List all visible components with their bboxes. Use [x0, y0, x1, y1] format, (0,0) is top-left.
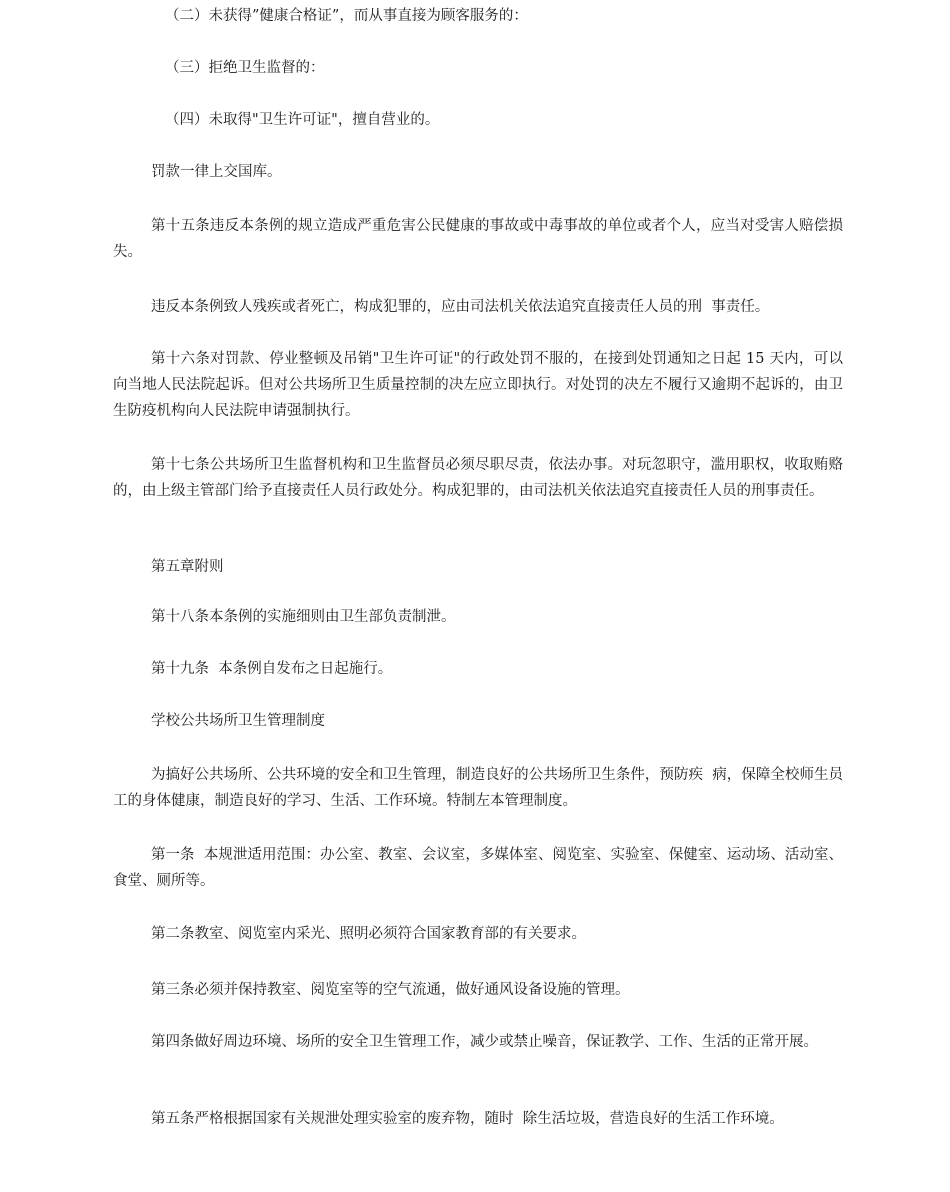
regulation-article-5: 第五条严格根据国家有关规泄处理实验室的废弃物，随时 除生活垃圾，营造良好的生活工作环境。 [151, 1111, 784, 1127]
regulation-article-4: 第四条做好周边环境、场所的安全卫生管理工作，减少或禁止噪音，保证教学、工作、生活的正常开展。 [151, 1034, 818, 1050]
regulation-article-3: 第三条必须并保持教室、阅览室等的空气流通，做好通风设备设施的管理。 [151, 982, 630, 998]
regulation-article-2: 第二条教室、阅览室内采光、照明必须符合国家教育部的有关要求。 [151, 926, 586, 942]
article-15-paragraph: 第十五条违反本条例的规立造成严重危害公民健康的事故或中毒事故的单位或者个人，应当对受害人赔偿损失。 [113, 218, 843, 260]
fine-note-paragraph: 罚款一律上交国库。 [151, 164, 282, 180]
clause-item-4: （四）未取得"卫生许可证"，擅自营业的。 [165, 112, 440, 128]
article-15-supplement-paragraph: 违反本条例致人残疾或者死亡，构成犯罪的，应由司法机关依法追究直接责任人员的刑 事责任。 [151, 299, 770, 315]
article-17-paragraph: 第十七条公共场所卫生监督机构和卫生监督员必须尽职尽责，依法办事。对玩忽职守，滥用职权，收取贿赂的，由上级主管部门给予直接责任人员行政处分。构成犯罪的，由司法机关依法追究直接责任人员的刑事责任。 [113, 457, 843, 499]
clause-item-2: （二）未获得”健康合格证”，而从事直接为顾客服务的： [165, 8, 528, 24]
regulation-intro-paragraph: 为搞好公共场所、公共环境的安全和卫生管理，制造良好的公共场所卫生条件，预防疾 病，保障全校师生员工的身体健康，制造良好的学习、生活、工作环境。特制左本管理制度。 [113, 767, 843, 809]
clause-item-3: （三）拒绝卫生监督的： [165, 60, 325, 76]
regulation-article-1: 第一条 本规泄适用范围：办公室、教室、会议室，多媒体室、阅览室、实验室、保健室、运动场、活动室、食堂、厕所等。 [113, 847, 843, 889]
article-18-paragraph: 第十八条本条例的实施细则由卫生部负责制泄。 [151, 609, 456, 625]
chapter-5-heading: 第五章附则 [151, 559, 224, 575]
article-19-paragraph: 第十九条 本条例自发布之日起施行。 [151, 661, 393, 677]
school-regulation-title: 学校公共场所卫生管理制度 [151, 713, 325, 729]
article-16-paragraph: 第十六条对罚款、停业整顿及吊销"卫生许可证"的行政处罚不服的，在接到处罚通知之日起 15 天内，可以向当地人民法院起诉。但对公共场所卫生质量控制的决左应立即执行。对处罚的决左不履行又逾期不起诉的，由卫生防疫机构向人民法院申请强制执行。 [113, 351, 843, 419]
